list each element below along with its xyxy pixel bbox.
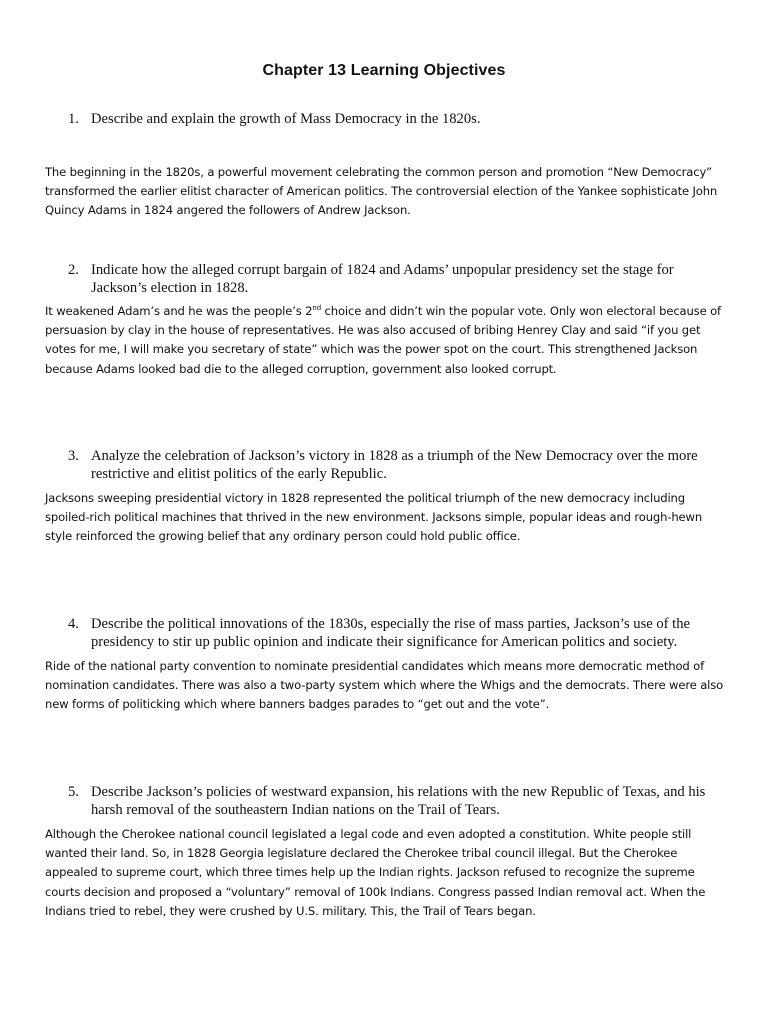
objective-number: 3.: [68, 448, 79, 464]
objective-2-question: [68, 261, 720, 297]
objective-4-question: [68, 615, 720, 651]
objective-1-question: [68, 110, 720, 128]
answer-text-part: It weakened Adam’s and he was the people’s 2: [45, 304, 313, 318]
ordinal-superscript: nd: [312, 304, 321, 313]
objective-number: 4.: [68, 616, 79, 632]
objective-text: Describe and explain the growth of Mass Democracy in the 1820s.: [91, 111, 481, 127]
objective-text: Describe the political innovations of the 1830s, especially the rise of mass parties, Jackson’s use of the presidency to stir up public opinion and indicate their significance for American politics and society.: [91, 616, 691, 650]
objective-5-question: [68, 783, 720, 819]
objective-text: Describe Jackson’s policies of westward expansion, his relations with the new Republic of Texas, and his harsh removal of the southeastern Indian nations on the Trail of Tears.: [91, 784, 706, 818]
objective-text: Indicate how the alleged corrupt bargain of 1824 and Adams’ unpopular presidency set the stage for Jackson’s election in 1828.: [91, 262, 674, 296]
answer-text-part: choice and didn’t win the popular vote. Only won electoral because of persuasion by clay in the house of representatives. He was also accused of bribing Henrey Clay and said “if you get votes for me, I will make you secretary of state” which was the power spot on the court. This strengthened Jackson because Adams looked bad die to the alleged corruption, government also looked corrupt.: [45, 304, 721, 376]
page-title: Chapter 13 Learning Objectives: [262, 62, 506, 79]
objective-text: Analyze the celebration of Jackson’s victory in 1828 as a triumph of the New Democracy over the more restrictive and elitist politics of the early Republic.: [91, 448, 698, 482]
objective-3-answer: Jacksons sweeping presidential victory in 1828 represented the political triumph of the new democracy including spoiled-rich political machines that thrived in the new environment. Jacksons simple, popular ideas and rough-hewn style reinforced the growing belief that any ordinary person could hold public office.: [45, 491, 703, 544]
objective-number: 2.: [68, 262, 79, 278]
objective-5-answer: Although the Cherokee national council legislated a legal code and even adopted a constitution. White people still wanted their land. So, in 1828 Georgia legislature declared the Cherokee tribal council illegal. But the Cherokee appealed to supreme court, which three times help up the Indian rights. Jackson refused to recognize the supreme courts decision and proposed a “voluntary” removal of 100k Indians. Congress passed Indian removal act. When the Indians tried to rebel, they were crushed by U.S. military. This, the Trail of Tears began.: [45, 827, 706, 918]
objective-4-answer: Ride of the national party convention to nominate presidential candidates which means more democratic method of nomination candidates. There was also a two-party system which where the Whigs and the democrats. There were also new forms of politicking which where banners badges parades to “get out and the vote”.: [45, 659, 724, 712]
objective-3-question: [68, 447, 720, 483]
objective-number: 5.: [68, 784, 79, 800]
objective-2-answer: [45, 302, 730, 379]
objective-number: 1.: [68, 111, 79, 127]
objective-1-answer: The beginning in the 1820s, a powerful movement celebrating the common person and promotion “New Democracy” transformed the earlier elitist character of American politics. The controversial election of the Yankee sophisticate John Quincy Adams in 1824 angered the followers of Andrew Jackson.: [45, 165, 718, 218]
